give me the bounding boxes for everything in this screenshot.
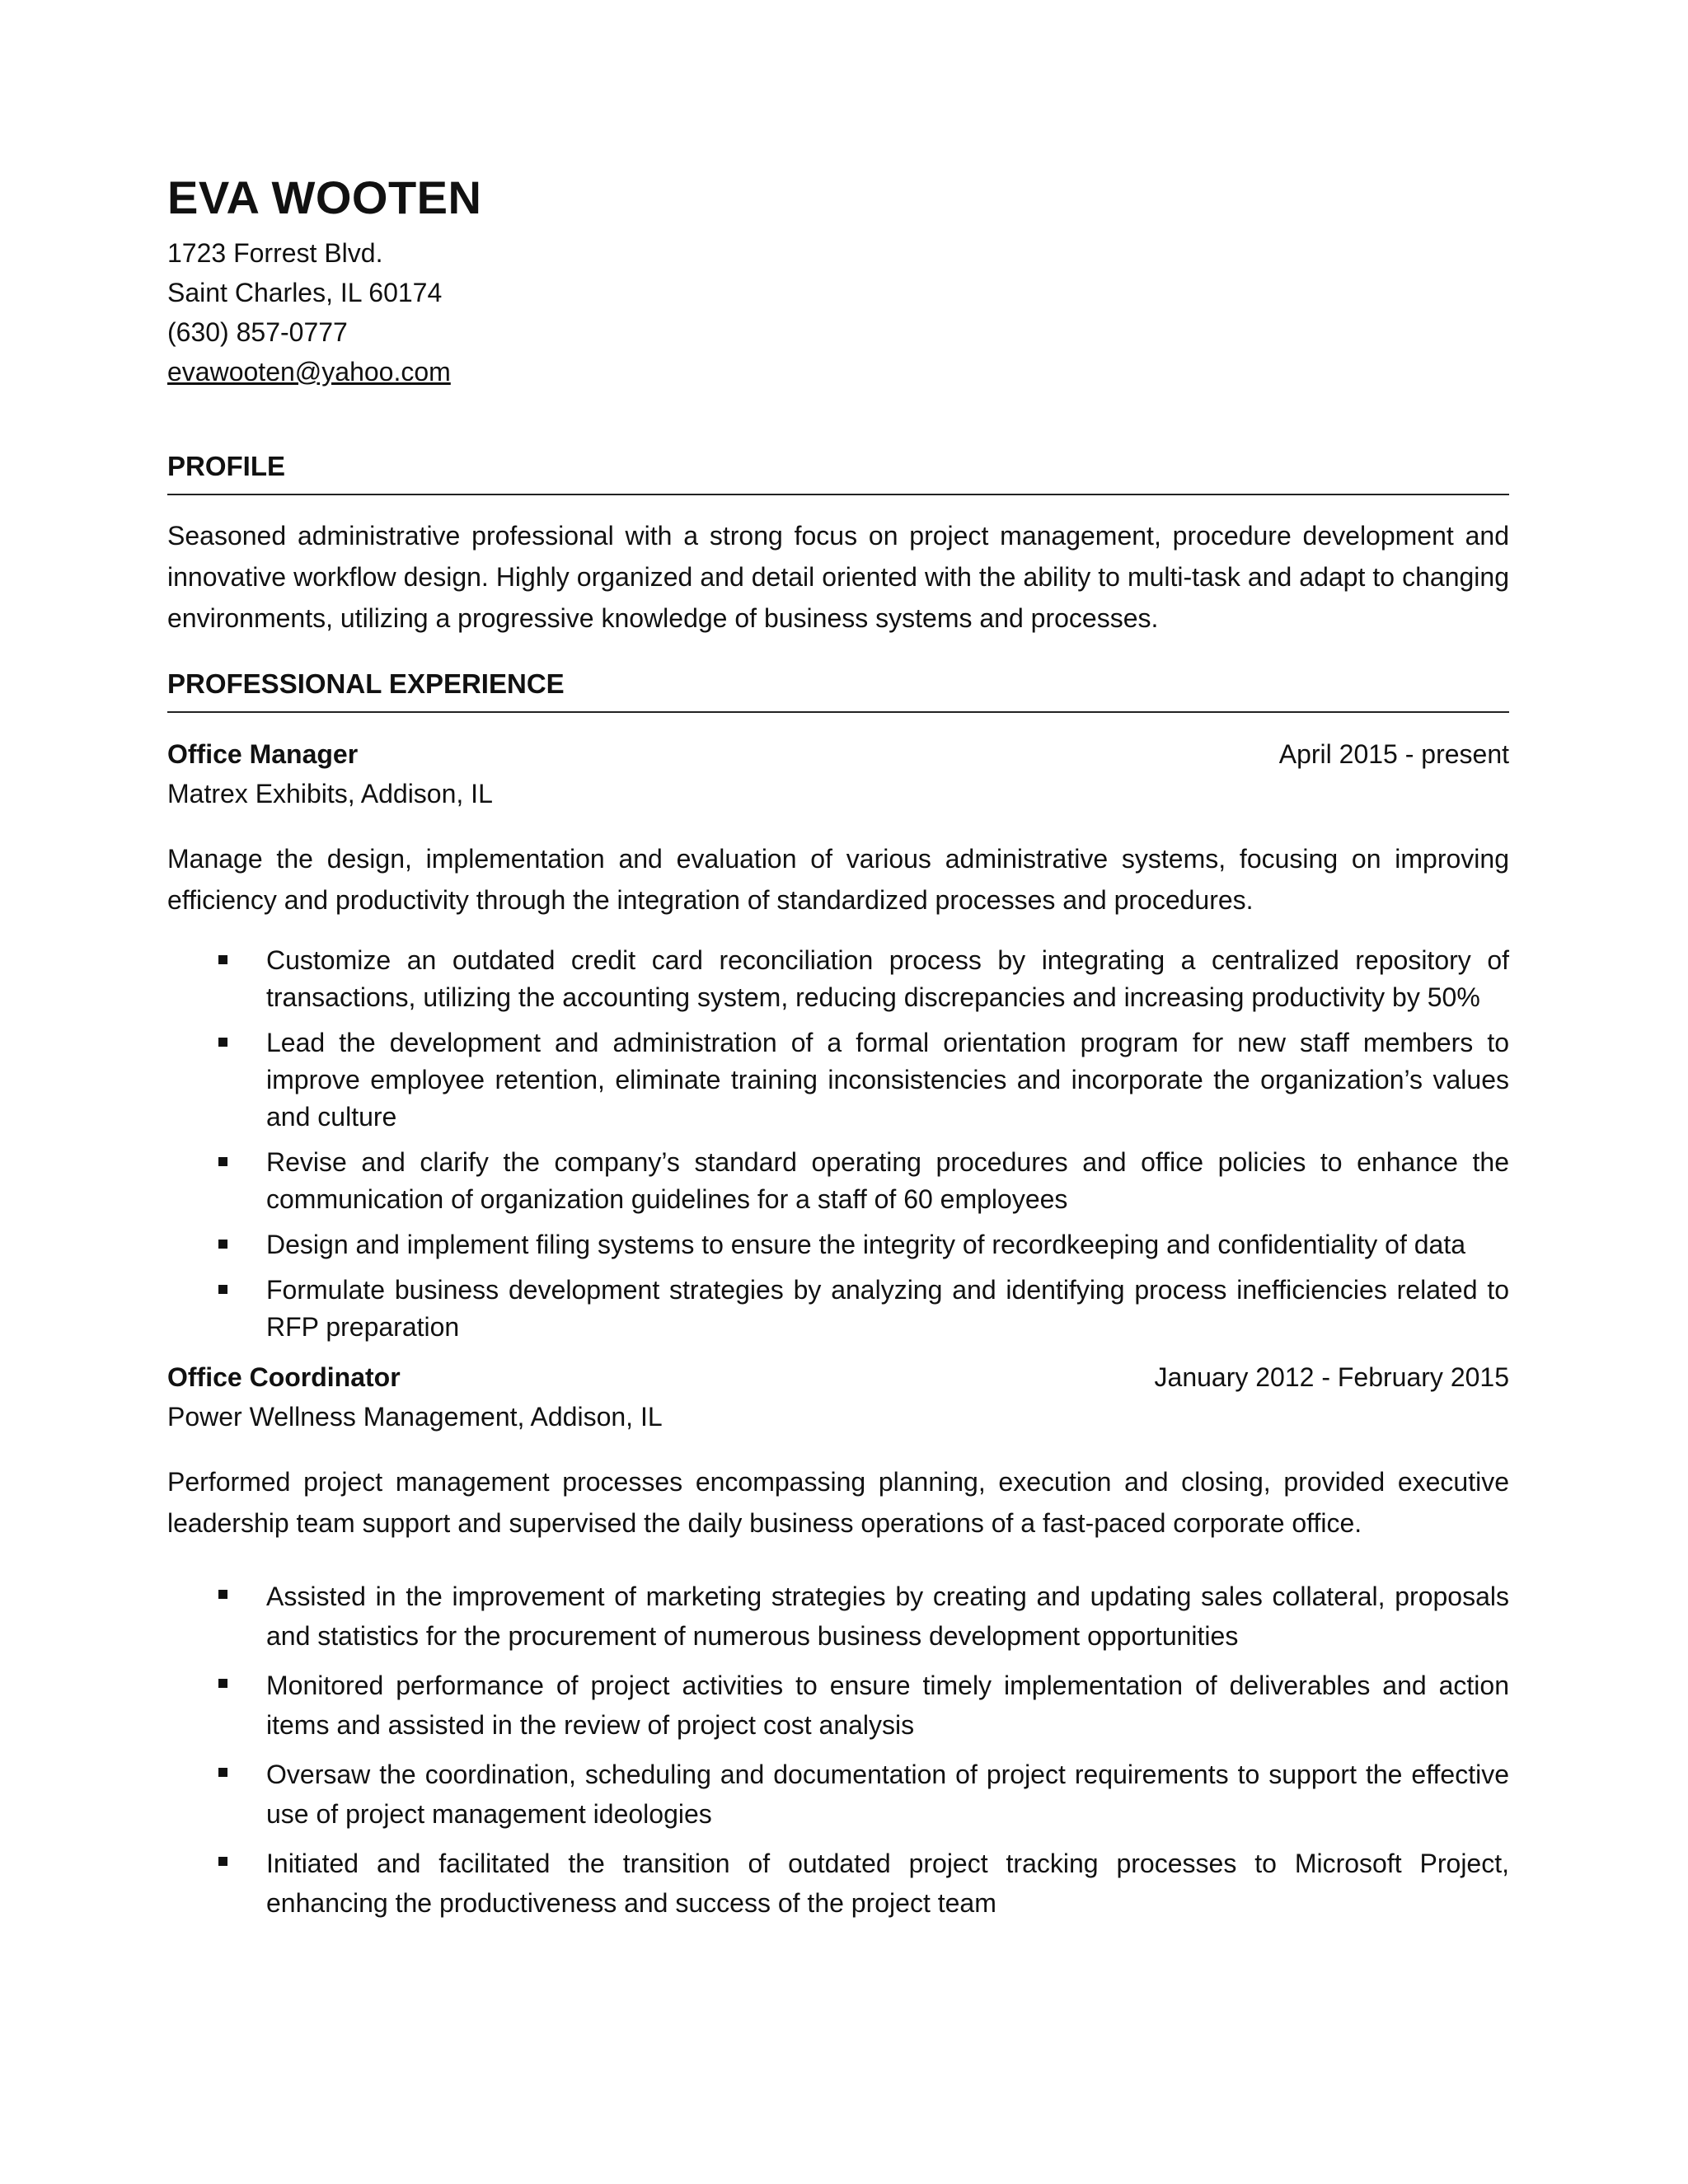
- job-header: [167, 1357, 1509, 1397]
- job-bullet-text: Initiated and facilitated the transition of outdated project tracking processes to Microsoft Project, enhancing the productiveness and success of the project team: [266, 1849, 1509, 1918]
- job-bullet-text: Monitored performance of project activities to ensure timely implementation of deliverables and action items and assisted in the review of project cost analysis: [266, 1671, 1509, 1740]
- job-bullet: [167, 942, 1509, 1016]
- phone-number: (630) 857-0777: [167, 317, 348, 347]
- square-bullet-icon: [218, 1285, 227, 1294]
- square-bullet-icon: [218, 1240, 227, 1249]
- job-entry: [167, 1357, 1509, 1923]
- square-bullet-icon: [218, 1857, 227, 1866]
- job-bullet-text: Oversaw the coordination, scheduling and documentation of project requirements to support the effective use of project management ideologies: [266, 1760, 1509, 1829]
- square-bullet-icon: [218, 1038, 227, 1047]
- job-bullet-list: [167, 942, 1509, 1346]
- job-bullet: [167, 1666, 1509, 1745]
- job-title: Office Coordinator: [167, 1362, 401, 1392]
- address-line-1: 1723 Forrest Blvd.: [167, 238, 383, 268]
- profile-text: Seasoned administrative professional with a strong focus on project management, procedure development and innovative workflow design. Highly organized and detail oriented with the ability to multi-task and adapt to changing environments, utilizing a progressive knowledge of business systems and processes.: [167, 521, 1509, 633]
- job-bullet-text: Design and implement filing systems to ensure the integrity of recordkeeping and confidentiality of data: [266, 1230, 1466, 1259]
- job-dates: April 2015 - present: [1278, 739, 1509, 769]
- job-bullet-list: [167, 1577, 1509, 1923]
- job-bullet: [167, 1226, 1509, 1263]
- profile-heading: PROFILE: [167, 449, 1509, 495]
- job-dates: January 2012 - February 2015: [1154, 1362, 1509, 1392]
- job-header: [167, 734, 1509, 774]
- address-line-2: Saint Charles, IL 60174: [167, 278, 443, 307]
- square-bullet-icon: [218, 1157, 227, 1166]
- job-bullet: [167, 1577, 1509, 1656]
- job-bullet-text: Customize an outdated credit card reconciliation process by integrating a centralized repository of transactions, utilizing the accounting system, reducing discrepancies and increasing productivity by 50%: [266, 945, 1509, 1012]
- job-title: Office Manager: [167, 739, 359, 769]
- email-link[interactable]: evawooten@yahoo.com: [167, 357, 451, 387]
- square-bullet-icon: [218, 1590, 227, 1599]
- job-bullet: [167, 1272, 1509, 1346]
- job-summary: Manage the design, implementation and evaluation of various administrative systems, focusing on improving efficiency and productivity through the integration of standardized processes and procedures.: [167, 844, 1509, 915]
- job-entry: [167, 734, 1509, 1346]
- job-bullet-text: Assisted in the improvement of marketing strategies by creating and updating sales collateral, proposals and statistics for the procurement of numerous business development opportunities: [266, 1582, 1509, 1651]
- job-bullet-text: Revise and clarify the company’s standard operating procedures and office policies to enhance the communication of organization guidelines for a staff of 60 employees: [266, 1147, 1509, 1214]
- job-bullet: [167, 1144, 1509, 1218]
- job-summary: Performed project management processes encompassing planning, execution and closing, provided executive leadership team support and supervised the daily business operations of a fast-paced corporate office.: [167, 1467, 1509, 1538]
- job-bullet: [167, 1844, 1509, 1923]
- job-bullet: [167, 1755, 1509, 1834]
- job-bullet-text: Formulate business development strategies by analyzing and identifying process inefficiencies related to RFP preparation: [266, 1275, 1509, 1342]
- experience-heading: PROFESSIONAL EXPERIENCE: [167, 667, 1509, 713]
- square-bullet-icon: [218, 1679, 227, 1688]
- square-bullet-icon: [218, 955, 227, 964]
- candidate-name: EVA WOOTEN: [167, 171, 482, 223]
- job-bullet: [167, 1024, 1509, 1136]
- email-line: [167, 352, 1509, 391]
- job-bullet-text: Lead the development and administration of a formal orientation program for new staff members to improve employee retention, eliminate training inconsistencies and incorporate the organization’s values and culture: [266, 1028, 1509, 1132]
- square-bullet-icon: [218, 1768, 227, 1777]
- job-company: Power Wellness Management, Addison, IL: [167, 1402, 663, 1432]
- job-company: Matrex Exhibits, Addison, IL: [167, 779, 493, 808]
- resume-page: [167, 169, 1509, 1933]
